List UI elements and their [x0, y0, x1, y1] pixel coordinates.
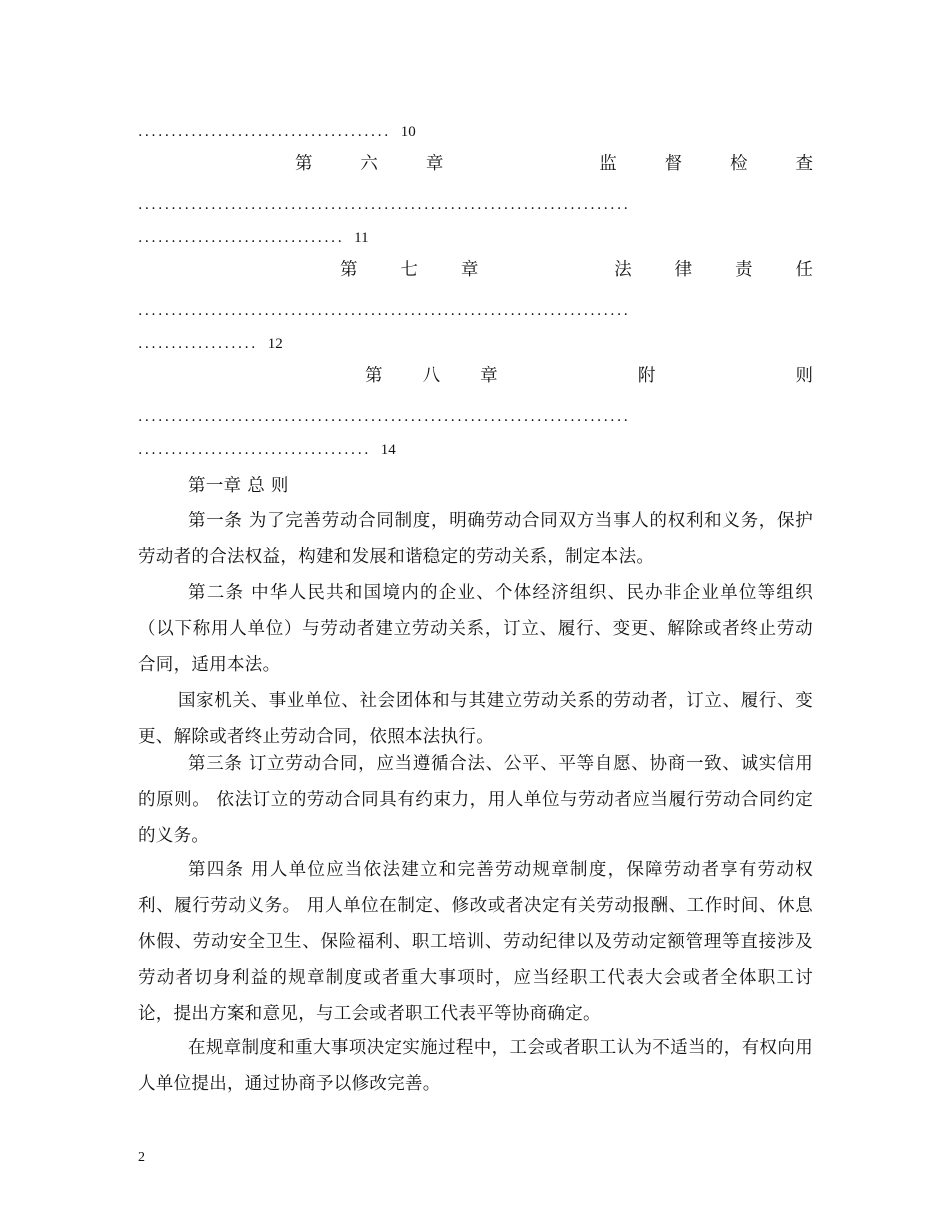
- toc-char: 章: [460, 260, 479, 280]
- toc-char: 第: [365, 366, 383, 386]
- toc-leader-dots: ..................: [138, 336, 258, 352]
- toc-leader-dots: ..........................................................................: [138, 303, 631, 319]
- toc-page-number: 14: [380, 442, 396, 458]
- toc-leader-dots: ..........................................................................: [138, 197, 631, 213]
- toc-char: 七: [400, 260, 418, 280]
- toc-char: 检: [730, 154, 748, 174]
- toc-leader-dots: ......................................: [138, 124, 391, 140]
- toc-char: 八: [422, 366, 441, 386]
- toc-entry-chapter-6: [295, 153, 813, 175]
- toc-dots-row: [138, 438, 813, 461]
- toc-char: 六: [360, 154, 378, 174]
- article-2: 第二条 中华人民共和国境内的企业、个体经济组织、民办非企业单位等组织（以下称用人单位）与劳动者建立劳动关系，订立、履行、变更、解除或者终止劳动合同，适用本法。: [138, 583, 813, 675]
- article-3: 第三条 订立劳动合同，应当遵循合法、公平、平等自愿、协商一致、诚实信用的原则。 依法订立的劳动合同具有约束力，用人单位与劳动者应当履行劳动合同约定的义务。: [138, 754, 813, 846]
- toc-char: 则: [795, 366, 813, 386]
- toc-char: 督: [664, 154, 683, 174]
- toc-page-number: 10: [400, 124, 416, 140]
- toc-dots-row: [138, 226, 813, 249]
- article-4-paragraph-2: 在规章制度和重大事项决定实施过程中，工会或者职工认为不适当的，有权向用人单位提出，通过协商予以修改完善。: [138, 1038, 813, 1094]
- toc-page-number: 12: [267, 336, 283, 352]
- toc-char: 附: [637, 366, 656, 386]
- article-2-paragraph-2: 国家机关、事业单位、社会团体和与其建立劳动关系的劳动者，订立、履行、变更、解除或者终止劳动合同，依照本法执行。: [138, 691, 813, 747]
- toc-lead-line: [138, 120, 813, 143]
- toc-dots-row: [138, 193, 813, 216]
- toc-dots-row: [138, 405, 813, 428]
- toc-entry-chapter-7: [340, 259, 813, 281]
- toc-char: 责: [735, 260, 753, 280]
- toc-leader-dots: ..........................................................................: [138, 409, 631, 425]
- toc-char: 章: [480, 366, 498, 386]
- article-4: 第四条 用人单位应当依法建立和完善劳动规章制度，保障劳动者享有劳动权利、履行劳动义务。 用人单位在制定、修改或者决定有关劳动报酬、工作时间、休息休假、劳动安全卫生、保险福利、职工培训、劳动纪律以及劳动定额管理等直接涉及劳动者切身利益的规章制度或者重大事项时，应当经职工代表大会或者全体职工讨论，提出方案和意见，与工会或者职工代表平等协商确定。: [138, 860, 813, 1024]
- toc-dots-row: [138, 332, 813, 355]
- toc-dots-row: [138, 299, 813, 322]
- chapter-heading: 第一章 总 则: [188, 476, 289, 496]
- toc-char: 法: [614, 260, 632, 280]
- toc-char: 章: [425, 154, 444, 174]
- toc-leader-dots: ...................................: [138, 442, 371, 458]
- toc-entry-chapter-8: [365, 365, 813, 387]
- toc-char: 律: [674, 260, 693, 280]
- article-1: 第一条 为了完善劳动合同制度，明确劳动合同双方当事人的权利和义务，保护劳动者的合法权益，构建和发展和谐稳定的劳动关系，制定本法。: [138, 511, 813, 567]
- toc-char: 第: [340, 260, 358, 280]
- toc-char: 监: [599, 154, 617, 174]
- page-number: 2: [138, 1150, 145, 1165]
- toc-leader-dots: ...............................: [138, 230, 345, 246]
- toc-char: 查: [795, 154, 813, 174]
- toc-char: 第: [295, 154, 313, 174]
- toc-char: 任: [795, 260, 813, 280]
- toc-page-number: 11: [354, 230, 369, 246]
